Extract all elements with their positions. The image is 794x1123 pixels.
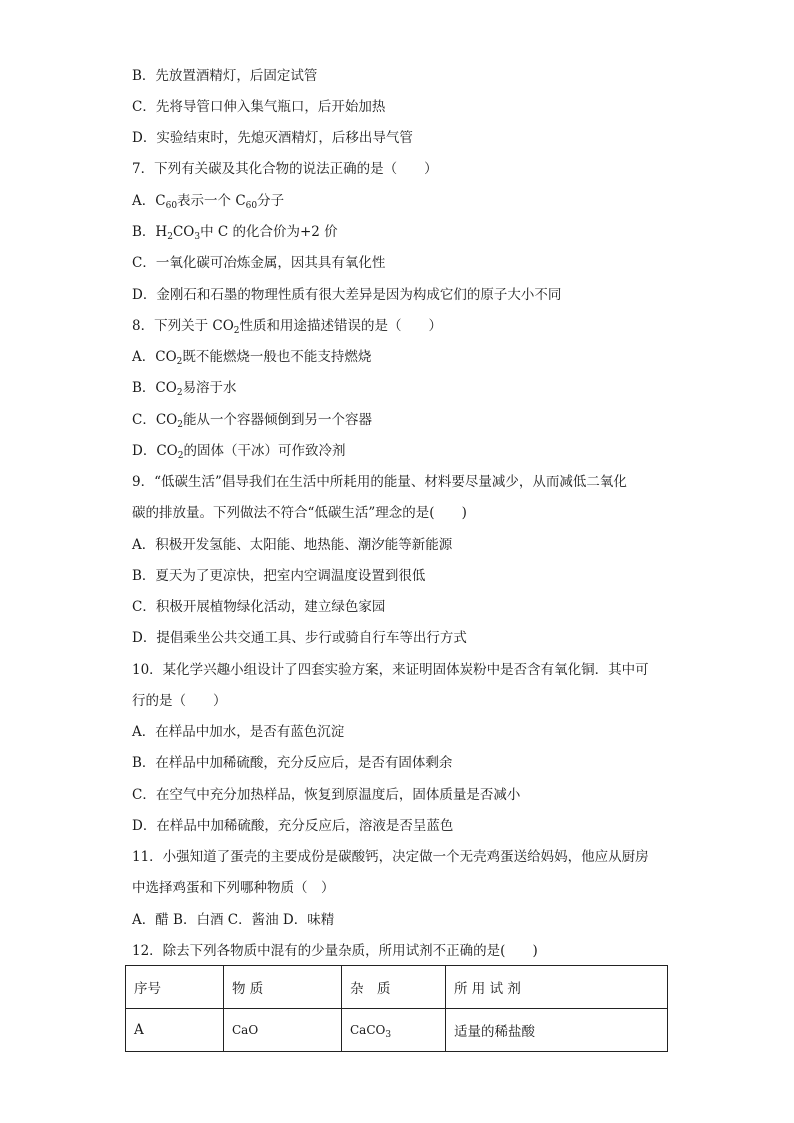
q8-option-c: C．$CO_2$能从一个容器倾倒到另一个容器 <box>132 412 372 430</box>
q6-option-b: B．先放置酒精灯，后固定试管 <box>132 68 318 84</box>
q10-option-b: B．在样品中加稀硫酸，充分反应后，是否有固体剩余 <box>132 755 453 771</box>
q8-option-a: A．$CO_2$既不能燃烧一般也不能支持燃烧 <box>132 349 372 367</box>
q6-option-c: C．先将导管口伸入集气瓶口，后开始加热 <box>132 99 386 115</box>
cell-reagent: 适量的稀盐酸 <box>446 1009 668 1052</box>
q12-stem: 12．除去下列各物质中混有的少量杂质，所用试剂不正确的是( ) <box>132 943 538 959</box>
q9-option-b: B．夏天为了更凉快，把室内空调温度设置到很低 <box>132 568 426 584</box>
q7-option-b: B．$H_2CO_3$中 C 的化合价为+2 价 <box>132 224 338 242</box>
q8-stem: 8．下列关于 $CO_2$性质和用途描述错误的是（ ） <box>132 318 443 336</box>
table-row <box>126 1009 668 1052</box>
q9-stem-line1: 9．“低碳生活”倡导我们在生活中所耗用的能量、材料要尽量减少，从而减低二氧化 <box>132 474 627 490</box>
q8-option-d: D．$CO_2$的固体（干冰）可作致冷剂 <box>132 443 346 461</box>
q9-stem-line2: 碳的排放量。下列做法不符合“低碳生活”理念的是( ) <box>132 505 467 521</box>
header-id: 序号 <box>126 966 224 1009</box>
cell-substance: CaO <box>224 1009 342 1052</box>
q9-option-a: A．积极开发氢能、太阳能、地热能、潮汐能等新能源 <box>132 537 453 553</box>
q11-options: A．醋 B．白酒 C．酱油 D．味精 <box>132 912 335 928</box>
q9-option-c: C．积极开展植物绿化活动，建立绿色家园 <box>132 599 386 615</box>
q8-option-b: B．$CO_2$易溶于水 <box>132 380 237 398</box>
header-impurity: 杂 质 <box>342 966 446 1009</box>
header-reagent: 所 用 试 剂 <box>446 966 668 1009</box>
q10-stem-line1: 10．某化学兴趣小组设计了四套实验方案，来证明固体炭粉中是否含有氧化铜．其中可 <box>132 662 649 678</box>
q10-option-a: A．在样品中加水，是否有蓝色沉淀 <box>132 724 345 740</box>
q7-option-d: D．金刚石和石墨的物理性质有很大差异是因为构成它们的原子大小不同 <box>132 287 562 303</box>
q10-stem-line2: 行的是（ ） <box>132 693 227 709</box>
q7-stem: 7．下列有关碳及其化合物的说法正确的是（ ） <box>132 161 438 177</box>
q9-option-d: D．提倡乘坐公共交通工具、步行或骑自行车等出行方式 <box>132 630 467 646</box>
table-header-row <box>126 966 668 1009</box>
q7-option-c: C．一氧化碳可冶炼金属，因其具有氧化性 <box>132 255 386 271</box>
q11-stem-line2: 中选择鸡蛋和下列哪种物质（ ） <box>132 880 335 896</box>
q10-option-c: C．在空气中充分加热样品，恢复到原温度后，固体质量是否减小 <box>132 787 521 803</box>
header-substance: 物 质 <box>224 966 342 1009</box>
q6-option-d: D．实验结束时，先熄灭酒精灯，后移出导气管 <box>132 130 413 146</box>
cell-id: A <box>126 1009 224 1052</box>
q11-stem-line1: 11．小强知道了蛋壳的主要成份是碳酸钙，决定做一个无壳鸡蛋送给妈妈，他应从厨房 <box>132 849 649 865</box>
cell-impurity: CaCO$_3$ <box>342 1009 446 1052</box>
q7-option-a: A．$C_{60}$表示一个 $C_{60}$分子 <box>132 193 285 211</box>
q12-table <box>125 965 668 1052</box>
q10-option-d: D．在样品中加稀硫酸，充分反应后，溶液是否呈蓝色 <box>132 818 454 834</box>
